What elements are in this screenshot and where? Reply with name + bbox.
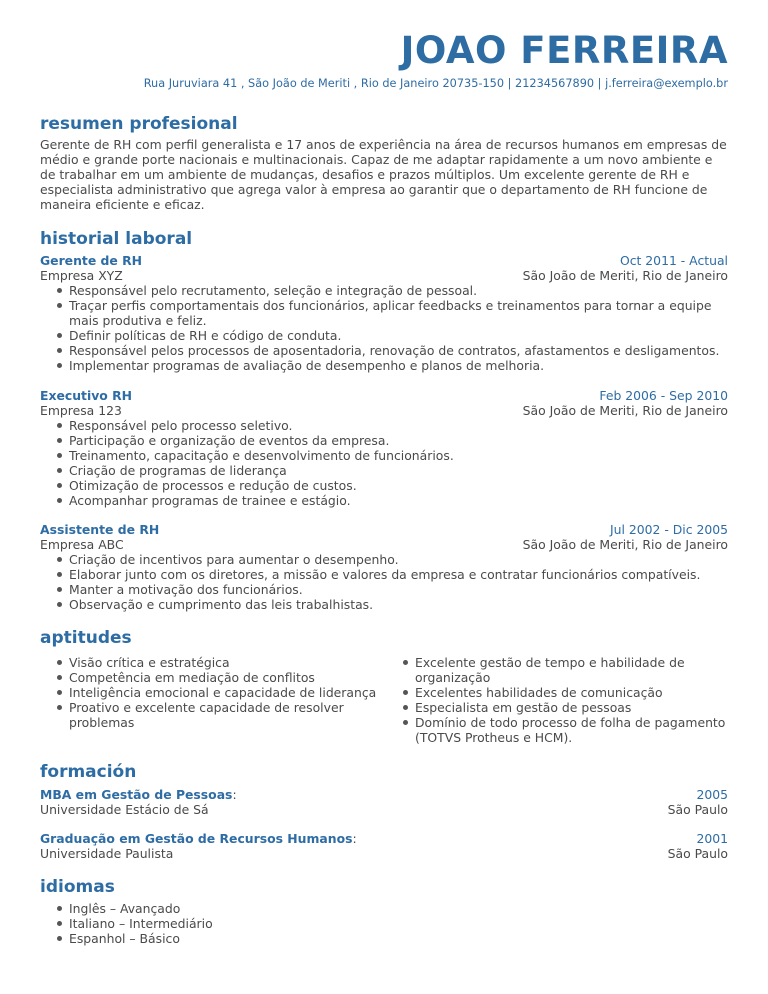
job-duties: [40, 552, 728, 612]
job-dates: Feb 2006 - Sep 2010: [599, 388, 728, 403]
list-item: Responsável pelo recrutamento, seleção e integração de pessoal.: [69, 283, 728, 298]
degree-colon: :: [352, 831, 357, 846]
degree-colon: :: [232, 787, 237, 802]
list-item: Observação e cumprimento das leis trabalhistas.: [69, 597, 728, 612]
school-location: São Paulo: [667, 846, 728, 861]
school-location: São Paulo: [667, 802, 728, 817]
education-entry: [40, 831, 728, 861]
degree-name: MBA em Gestão de Pessoas: [40, 787, 233, 802]
job-entry: [40, 522, 728, 612]
education-entry: [40, 787, 728, 817]
list-item: Inteligência emocional e capacidade de liderança: [69, 685, 386, 700]
job-duties: [40, 283, 728, 373]
skills-list-right: [386, 655, 726, 745]
job-dates: Jul 2002 - Dic 2005: [609, 522, 728, 537]
list-item: Responsável pelos processos de aposentadoria, renovação de contratos, afastamentos e desligamentos.: [69, 343, 728, 358]
job-title: Gerente de RH: [40, 253, 143, 268]
list-item: Especialista em gestão de pessoas: [415, 700, 726, 715]
job-dates: Oct 2011 - Actual: [619, 253, 728, 268]
job-company: Empresa ABC: [40, 537, 124, 552]
job-entry: [40, 388, 728, 508]
degree-name: Graduação em Gestão de Recursos Humanos: [40, 831, 353, 846]
list-item: Manter a motivação dos funcionários.: [69, 582, 728, 597]
job-location: São João de Meriti, Rio de Janeiro: [522, 403, 728, 418]
job-duties: [40, 418, 728, 508]
contact-info: Rua Juruviara 41 , São João de Meriti , Rio de Janeiro 20735-150 | 21234567890 | j.ferreira@exemplo.br: [143, 77, 728, 90]
school-name: Universidade Paulista: [40, 846, 174, 861]
list-item: Criação de incentivos para aumentar o desempenho.: [69, 552, 728, 567]
skills-heading: aptitudes: [40, 628, 132, 648]
list-item: Italiano – Intermediário: [69, 916, 728, 931]
list-item: Domínio de todo processo de folha de pagamento (TOTVS Protheus e HCM).: [415, 715, 726, 745]
summary-text: Gerente de RH com perfil generalista e 17 anos de experiência na área de recursos humanos em empresas de médio e grande porte nacionais e multinacionais. Capaz de me adaptar rapidamente a um novo ambiente e de trabalhar em um ambiente de mudanças, desafios e prazos múltiplos. Um excelente gerente de RH e especialista administrativo que agrega valor à empresa ao garantir que o departamento de RH funcione de maneira eficiente e eficaz.: [40, 137, 727, 212]
list-item: Elaborar junto com os diretores, a missão e valores da empresa e contratar funcionários compatíveis.: [69, 567, 728, 582]
list-item: Definir políticas de RH e código de conduta.: [69, 328, 728, 343]
languages-list: [40, 901, 728, 946]
education-heading: formación: [40, 762, 137, 782]
list-item: Proativo e excelente capacidade de resolver problemas: [69, 700, 386, 730]
experience-heading: historial laboral: [40, 229, 193, 249]
job-title: Assistente de RH: [40, 522, 160, 537]
list-item: Criação de programas de liderança: [69, 463, 728, 478]
list-item: Competência em mediação de conflitos: [69, 670, 386, 685]
list-item: Responsável pelo processo seletivo.: [69, 418, 728, 433]
job-location: São João de Meriti, Rio de Janeiro: [522, 537, 728, 552]
skills-list-left: [40, 655, 386, 730]
list-item: Espanhol – Básico: [69, 931, 728, 946]
summary-heading: resumen profesional: [40, 114, 238, 134]
job-title: Executivo RH: [40, 388, 133, 403]
job-company: Empresa 123: [40, 403, 122, 418]
list-item: Traçar perfis comportamentais dos funcionários, aplicar feedbacks e treinamentos para tornar a equipe mais produtiva e feliz.: [69, 298, 728, 328]
job-entry: [40, 253, 728, 373]
job-company: Empresa XYZ: [40, 268, 123, 283]
list-item: Acompanhar programas de trainee e estágio.: [69, 493, 728, 508]
candidate-name: JOAO FERREIRA: [400, 29, 728, 72]
list-item: Implementar programas de avaliação de desempenho e planos de melhoria.: [69, 358, 728, 373]
graduation-year: 2001: [696, 831, 728, 846]
list-item: Treinamento, capacitação e desenvolvimento de funcionários.: [69, 448, 728, 463]
school-name: Universidade Estácio de Sá: [40, 802, 209, 817]
graduation-year: 2005: [696, 787, 728, 802]
list-item: Inglês – Avançado: [69, 901, 728, 916]
list-item: Otimização de processos e redução de custos.: [69, 478, 728, 493]
languages-heading: idiomas: [40, 877, 115, 897]
list-item: Excelentes habilidades de comunicação: [415, 685, 726, 700]
list-item: Visão crítica e estratégica: [69, 655, 386, 670]
list-item: Participação e organização de eventos da empresa.: [69, 433, 728, 448]
job-location: São João de Meriti, Rio de Janeiro: [522, 268, 728, 283]
list-item: Excelente gestão de tempo e habilidade de organização: [415, 655, 726, 685]
